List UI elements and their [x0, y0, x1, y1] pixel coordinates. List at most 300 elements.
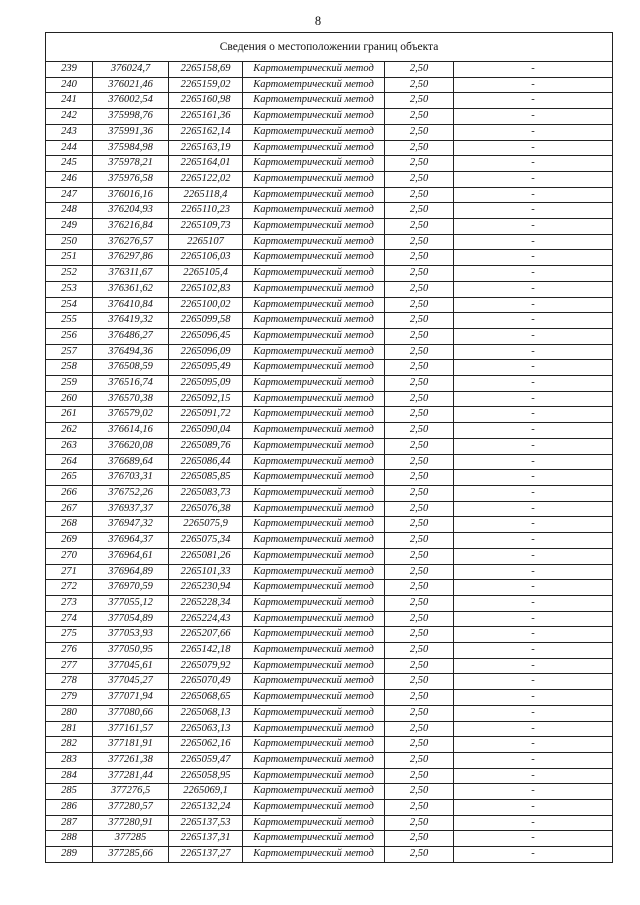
cell-coordinate-x: 376508,59	[93, 360, 169, 376]
cell-method: Картометрический метод	[243, 93, 385, 109]
cell-accuracy: 2,50	[385, 344, 454, 360]
cell-method: Картометрический метод	[243, 423, 385, 439]
cell-method: Картометрический метод	[243, 658, 385, 674]
cell-method: Картометрический метод	[243, 250, 385, 266]
cell-point-number: 289	[46, 847, 93, 863]
table-row	[46, 281, 613, 297]
cell-description: -	[454, 454, 613, 470]
cell-point-number: 268	[46, 517, 93, 533]
cell-coordinate-x: 376276,57	[93, 234, 169, 250]
cell-description: -	[454, 815, 613, 831]
cell-coordinate-x: 377161,57	[93, 721, 169, 737]
table-row	[46, 674, 613, 690]
cell-method: Картометрический метод	[243, 470, 385, 486]
cell-description: -	[454, 690, 613, 706]
cell-coordinate-x: 377071,94	[93, 690, 169, 706]
table-row	[46, 533, 613, 549]
cell-point-number: 276	[46, 643, 93, 659]
cell-accuracy: 2,50	[385, 643, 454, 659]
cell-point-number: 271	[46, 564, 93, 580]
table-header-row	[46, 33, 613, 62]
cell-accuracy: 2,50	[385, 674, 454, 690]
cell-point-number: 240	[46, 77, 93, 93]
cell-method: Картометрический метод	[243, 140, 385, 156]
cell-coordinate-y: 2265095,49	[169, 360, 243, 376]
cell-method: Картометрический метод	[243, 297, 385, 313]
table-row	[46, 344, 613, 360]
cell-coordinate-y: 2265086,44	[169, 454, 243, 470]
cell-coordinate-x: 377261,38	[93, 752, 169, 768]
cell-point-number: 248	[46, 203, 93, 219]
cell-point-number: 280	[46, 705, 93, 721]
table-row	[46, 658, 613, 674]
cell-method: Картометрический метод	[243, 784, 385, 800]
cell-accuracy: 2,50	[385, 171, 454, 187]
cell-description: -	[454, 643, 613, 659]
cell-coordinate-x: 376964,37	[93, 533, 169, 549]
cell-coordinate-x: 376494,36	[93, 344, 169, 360]
cell-method: Картометрический метод	[243, 391, 385, 407]
cell-description: -	[454, 705, 613, 721]
cell-point-number: 242	[46, 109, 93, 125]
cell-description: -	[454, 234, 613, 250]
cell-coordinate-y: 2265158,69	[169, 62, 243, 78]
cell-point-number: 269	[46, 533, 93, 549]
cell-description: -	[454, 171, 613, 187]
table-row	[46, 690, 613, 706]
cell-description: -	[454, 517, 613, 533]
cell-description: -	[454, 219, 613, 235]
table-row	[46, 831, 613, 847]
table-row	[46, 438, 613, 454]
cell-accuracy: 2,50	[385, 737, 454, 753]
cell-accuracy: 2,50	[385, 124, 454, 140]
cell-point-number: 264	[46, 454, 93, 470]
table-row	[46, 360, 613, 376]
cell-method: Картометрический метод	[243, 438, 385, 454]
table-row	[46, 328, 613, 344]
cell-method: Картометрический метод	[243, 800, 385, 816]
cell-point-number: 275	[46, 627, 93, 643]
cell-method: Картометрический метод	[243, 187, 385, 203]
cell-coordinate-y: 2265095,09	[169, 376, 243, 392]
cell-coordinate-x: 376614,16	[93, 423, 169, 439]
cell-description: -	[454, 847, 613, 863]
cell-method: Картометрический метод	[243, 548, 385, 564]
table-row	[46, 171, 613, 187]
cell-description: -	[454, 376, 613, 392]
cell-point-number: 266	[46, 485, 93, 501]
cell-coordinate-y: 2265062,16	[169, 737, 243, 753]
cell-point-number: 251	[46, 250, 93, 266]
cell-method: Картометрический метод	[243, 219, 385, 235]
cell-point-number: 253	[46, 281, 93, 297]
cell-point-number: 247	[46, 187, 93, 203]
cell-description: -	[454, 470, 613, 486]
table-row	[46, 423, 613, 439]
cell-coordinate-x: 375978,21	[93, 156, 169, 172]
cell-point-number: 284	[46, 768, 93, 784]
cell-coordinate-x: 377080,66	[93, 705, 169, 721]
cell-accuracy: 2,50	[385, 611, 454, 627]
cell-coordinate-x: 377276,5	[93, 784, 169, 800]
cell-coordinate-x: 376024,7	[93, 62, 169, 78]
cell-description: -	[454, 360, 613, 376]
table-row	[46, 203, 613, 219]
cell-accuracy: 2,50	[385, 266, 454, 282]
cell-coordinate-x: 376970,59	[93, 580, 169, 596]
page-number: 8	[314, 14, 322, 28]
cell-accuracy: 2,50	[385, 62, 454, 78]
cell-accuracy: 2,50	[385, 548, 454, 564]
cell-accuracy: 2,50	[385, 454, 454, 470]
cell-method: Картометрический метод	[243, 564, 385, 580]
cell-method: Картометрический метод	[243, 674, 385, 690]
cell-accuracy: 2,50	[385, 831, 454, 847]
cell-coordinate-y: 2265137,53	[169, 815, 243, 831]
table-row	[46, 124, 613, 140]
cell-coordinate-y: 2265230,94	[169, 580, 243, 596]
cell-coordinate-y: 2265159,02	[169, 77, 243, 93]
cell-coordinate-x: 377285	[93, 831, 169, 847]
cell-description: -	[454, 658, 613, 674]
cell-point-number: 249	[46, 219, 93, 235]
cell-coordinate-x: 376947,32	[93, 517, 169, 533]
cell-point-number: 254	[46, 297, 93, 313]
cell-coordinate-x: 377045,27	[93, 674, 169, 690]
cell-accuracy: 2,50	[385, 438, 454, 454]
table-row	[46, 800, 613, 816]
cell-method: Картометрический метод	[243, 62, 385, 78]
cell-coordinate-y: 2265137,31	[169, 831, 243, 847]
cell-point-number: 252	[46, 266, 93, 282]
cell-description: -	[454, 485, 613, 501]
cell-coordinate-y: 2265096,45	[169, 328, 243, 344]
cell-accuracy: 2,50	[385, 328, 454, 344]
cell-accuracy: 2,50	[385, 140, 454, 156]
cell-coordinate-x: 376486,27	[93, 328, 169, 344]
cell-point-number: 245	[46, 156, 93, 172]
cell-coordinate-x: 376689,64	[93, 454, 169, 470]
cell-coordinate-y: 2265092,15	[169, 391, 243, 407]
cell-point-number: 244	[46, 140, 93, 156]
cell-point-number: 283	[46, 752, 93, 768]
cell-method: Картометрический метод	[243, 533, 385, 549]
cell-description: -	[454, 752, 613, 768]
cell-method: Картометрический метод	[243, 737, 385, 753]
cell-method: Картометрический метод	[243, 328, 385, 344]
cell-description: -	[454, 328, 613, 344]
cell-accuracy: 2,50	[385, 768, 454, 784]
cell-coordinate-y: 2265164,01	[169, 156, 243, 172]
cell-method: Картометрический метод	[243, 454, 385, 470]
cell-description: -	[454, 203, 613, 219]
table-row	[46, 548, 613, 564]
cell-point-number: 272	[46, 580, 93, 596]
cell-coordinate-x: 376002,54	[93, 93, 169, 109]
cell-coordinate-y: 2265058,95	[169, 768, 243, 784]
cell-point-number: 262	[46, 423, 93, 439]
cell-description: -	[454, 737, 613, 753]
cell-method: Картометрический метод	[243, 595, 385, 611]
cell-description: -	[454, 187, 613, 203]
cell-method: Картометрический метод	[243, 768, 385, 784]
cell-point-number: 246	[46, 171, 93, 187]
cell-accuracy: 2,50	[385, 250, 454, 266]
cell-description: -	[454, 580, 613, 596]
cell-coordinate-x: 376216,84	[93, 219, 169, 235]
cell-coordinate-y: 2265109,73	[169, 219, 243, 235]
cell-coordinate-y: 2265075,34	[169, 533, 243, 549]
cell-point-number: 265	[46, 470, 93, 486]
table-row	[46, 156, 613, 172]
table-row	[46, 517, 613, 533]
cell-point-number: 267	[46, 501, 93, 517]
cell-coordinate-y: 2265075,9	[169, 517, 243, 533]
cell-coordinate-y: 2265089,76	[169, 438, 243, 454]
table-row	[46, 77, 613, 93]
cell-coordinate-x: 377280,57	[93, 800, 169, 816]
cell-coordinate-y: 2265091,72	[169, 407, 243, 423]
cell-coordinate-y: 2265085,85	[169, 470, 243, 486]
table-row	[46, 62, 613, 78]
cell-coordinate-y: 2265160,98	[169, 93, 243, 109]
cell-coordinate-x: 375976,58	[93, 171, 169, 187]
cell-method: Картометрический метод	[243, 376, 385, 392]
table-row	[46, 250, 613, 266]
cell-accuracy: 2,50	[385, 595, 454, 611]
cell-description: -	[454, 140, 613, 156]
cell-coordinate-x: 375984,98	[93, 140, 169, 156]
cell-accuracy: 2,50	[385, 580, 454, 596]
cell-accuracy: 2,50	[385, 187, 454, 203]
cell-coordinate-y: 2265059,47	[169, 752, 243, 768]
table-row	[46, 234, 613, 250]
cell-coordinate-y: 2265161,36	[169, 109, 243, 125]
cell-coordinate-x: 376964,89	[93, 564, 169, 580]
table-row	[46, 501, 613, 517]
cell-method: Картометрический метод	[243, 203, 385, 219]
table-row	[46, 470, 613, 486]
cell-coordinate-y: 2265100,02	[169, 297, 243, 313]
cell-point-number: 281	[46, 721, 93, 737]
cell-coordinate-x: 376570,38	[93, 391, 169, 407]
cell-point-number: 278	[46, 674, 93, 690]
cell-accuracy: 2,50	[385, 93, 454, 109]
cell-method: Картометрический метод	[243, 344, 385, 360]
cell-point-number: 261	[46, 407, 93, 423]
cell-description: -	[454, 611, 613, 627]
cell-description: -	[454, 124, 613, 140]
cell-accuracy: 2,50	[385, 77, 454, 93]
cell-accuracy: 2,50	[385, 501, 454, 517]
cell-coordinate-x: 376021,46	[93, 77, 169, 93]
cell-coordinate-y: 2265207,66	[169, 627, 243, 643]
cell-description: -	[454, 784, 613, 800]
cell-coordinate-y: 2265132,24	[169, 800, 243, 816]
cell-accuracy: 2,50	[385, 219, 454, 235]
cell-coordinate-x: 377053,93	[93, 627, 169, 643]
cell-point-number: 287	[46, 815, 93, 831]
cell-method: Картометрический метод	[243, 721, 385, 737]
cell-coordinate-y: 2265068,13	[169, 705, 243, 721]
cell-point-number: 241	[46, 93, 93, 109]
cell-coordinate-x: 377181,91	[93, 737, 169, 753]
cell-accuracy: 2,50	[385, 281, 454, 297]
cell-point-number: 257	[46, 344, 93, 360]
cell-description: -	[454, 627, 613, 643]
cell-coordinate-x: 375991,36	[93, 124, 169, 140]
cell-method: Картометрический метод	[243, 234, 385, 250]
cell-coordinate-y: 2265224,43	[169, 611, 243, 627]
cell-method: Картометрический метод	[243, 266, 385, 282]
cell-description: -	[454, 768, 613, 784]
cell-coordinate-x: 377280,91	[93, 815, 169, 831]
cell-description: -	[454, 281, 613, 297]
table-row	[46, 611, 613, 627]
table-row	[46, 564, 613, 580]
cell-point-number: 258	[46, 360, 93, 376]
table-row	[46, 847, 613, 863]
table-row	[46, 140, 613, 156]
cell-point-number: 285	[46, 784, 93, 800]
cell-point-number: 259	[46, 376, 93, 392]
cell-accuracy: 2,50	[385, 627, 454, 643]
cell-accuracy: 2,50	[385, 156, 454, 172]
cell-point-number: 256	[46, 328, 93, 344]
cell-accuracy: 2,50	[385, 517, 454, 533]
cell-coordinate-y: 2265105,4	[169, 266, 243, 282]
cell-method: Картометрический метод	[243, 156, 385, 172]
cell-description: -	[454, 831, 613, 847]
cell-coordinate-y: 2265090,04	[169, 423, 243, 439]
cell-method: Картометрический метод	[243, 847, 385, 863]
table-row	[46, 407, 613, 423]
cell-coordinate-y: 2265137,27	[169, 847, 243, 863]
cell-accuracy: 2,50	[385, 407, 454, 423]
cell-coordinate-y: 2265106,03	[169, 250, 243, 266]
cell-coordinate-x: 376752,26	[93, 485, 169, 501]
cell-accuracy: 2,50	[385, 847, 454, 863]
cell-coordinate-x: 376297,86	[93, 250, 169, 266]
cell-description: -	[454, 391, 613, 407]
cell-coordinate-y: 2265228,34	[169, 595, 243, 611]
cell-method: Картометрический метод	[243, 752, 385, 768]
cell-accuracy: 2,50	[385, 203, 454, 219]
cell-method: Картометрический метод	[243, 580, 385, 596]
cell-method: Картометрический метод	[243, 407, 385, 423]
cell-description: -	[454, 62, 613, 78]
cell-coordinate-x: 377055,12	[93, 595, 169, 611]
cell-method: Картометрический метод	[243, 485, 385, 501]
cell-coordinate-y: 2265162,14	[169, 124, 243, 140]
cell-method: Картометрический метод	[243, 643, 385, 659]
table-row	[46, 454, 613, 470]
cell-method: Картометрический метод	[243, 690, 385, 706]
cell-coordinate-y: 2265063,13	[169, 721, 243, 737]
cell-accuracy: 2,50	[385, 376, 454, 392]
cell-description: -	[454, 156, 613, 172]
table-row	[46, 109, 613, 125]
cell-description: -	[454, 266, 613, 282]
cell-coordinate-x: 376964,61	[93, 548, 169, 564]
table-row	[46, 485, 613, 501]
cell-accuracy: 2,50	[385, 564, 454, 580]
table-row	[46, 768, 613, 784]
cell-coordinate-y: 2265079,92	[169, 658, 243, 674]
cell-coordinate-y: 2265081,26	[169, 548, 243, 564]
cell-accuracy: 2,50	[385, 721, 454, 737]
cell-description: -	[454, 800, 613, 816]
table-row	[46, 737, 613, 753]
table-row	[46, 219, 613, 235]
cell-accuracy: 2,50	[385, 485, 454, 501]
cell-point-number: 270	[46, 548, 93, 564]
cell-accuracy: 2,50	[385, 297, 454, 313]
cell-point-number: 255	[46, 313, 93, 329]
cell-coordinate-y: 2265118,4	[169, 187, 243, 203]
cell-accuracy: 2,50	[385, 234, 454, 250]
cell-point-number: 282	[46, 737, 93, 753]
cell-accuracy: 2,50	[385, 470, 454, 486]
boundary-coordinates-table	[45, 32, 613, 863]
cell-accuracy: 2,50	[385, 109, 454, 125]
table-row	[46, 580, 613, 596]
cell-method: Картометрический метод	[243, 627, 385, 643]
cell-coordinate-x: 376016,16	[93, 187, 169, 203]
cell-method: Картометрический метод	[243, 360, 385, 376]
table-row	[46, 391, 613, 407]
cell-accuracy: 2,50	[385, 391, 454, 407]
table-row	[46, 93, 613, 109]
cell-accuracy: 2,50	[385, 815, 454, 831]
cell-coordinate-y: 2265070,49	[169, 674, 243, 690]
cell-accuracy: 2,50	[385, 313, 454, 329]
cell-description: -	[454, 595, 613, 611]
cell-point-number: 288	[46, 831, 93, 847]
cell-method: Картометрический метод	[243, 705, 385, 721]
cell-coordinate-x: 375998,76	[93, 109, 169, 125]
cell-point-number: 274	[46, 611, 93, 627]
cell-coordinate-x: 376361,62	[93, 281, 169, 297]
table-row	[46, 752, 613, 768]
cell-method: Картометрический метод	[243, 517, 385, 533]
cell-point-number: 260	[46, 391, 93, 407]
table-row	[46, 376, 613, 392]
cell-method: Картометрический метод	[243, 77, 385, 93]
table-row	[46, 595, 613, 611]
cell-point-number: 243	[46, 124, 93, 140]
cell-method: Картометрический метод	[243, 124, 385, 140]
cell-description: -	[454, 93, 613, 109]
cell-coordinate-y: 2265122,02	[169, 171, 243, 187]
table-row	[46, 721, 613, 737]
cell-coordinate-x: 377054,89	[93, 611, 169, 627]
cell-method: Картометрический метод	[243, 831, 385, 847]
cell-description: -	[454, 721, 613, 737]
cell-coordinate-x: 377281,44	[93, 768, 169, 784]
cell-accuracy: 2,50	[385, 533, 454, 549]
cell-coordinate-y: 2265110,23	[169, 203, 243, 219]
cell-coordinate-y: 2265142,18	[169, 643, 243, 659]
cell-accuracy: 2,50	[385, 423, 454, 439]
cell-coordinate-x: 376937,37	[93, 501, 169, 517]
cell-point-number: 273	[46, 595, 93, 611]
cell-description: -	[454, 407, 613, 423]
cell-coordinate-x: 376311,67	[93, 266, 169, 282]
cell-coordinate-x: 376410,84	[93, 297, 169, 313]
cell-accuracy: 2,50	[385, 690, 454, 706]
